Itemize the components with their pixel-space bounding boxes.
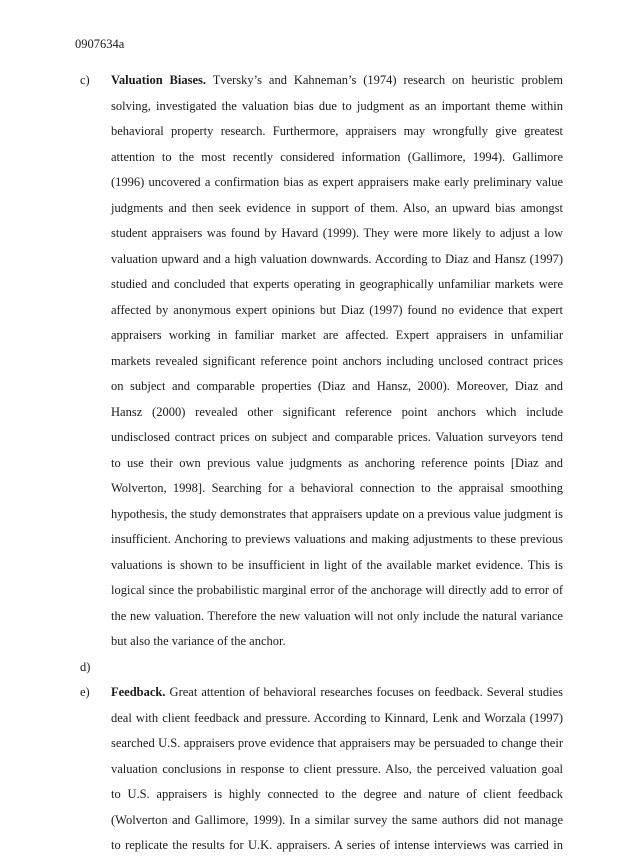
paragraph-line: logical since the probabilistic marginal error of the anchorage will directly add to error of bbox=[111, 583, 563, 597]
paragraph-line: valuations is shown to be insufficient in light of the available market evidence. This is bbox=[111, 557, 563, 572]
paragraph-line: appraisers working in familiar market are affected. Expert appraisers in unfamiliar bbox=[111, 328, 563, 342]
paragraph-line: (Wolverton and Gallimore, 1999). In a similar survey the same authors did not manage bbox=[111, 812, 563, 827]
paragraph-line: to replicate the results for U.K. appraisers. A series of intense interviews was carried in bbox=[111, 838, 563, 852]
paragraph-line: valuation conclusions in response to client pressure. Also, the perceived valuation goal bbox=[111, 761, 563, 776]
paragraph-line: deal with client feedback and pressure. According to Kinnard, Lenk and Worzala (1997) bbox=[111, 710, 563, 725]
paragraph-line: insufficient. Anchoring to previews valuations and making adjustments to these previous bbox=[111, 532, 563, 546]
paragraph-line: (1996) uncovered a confirmation bias as expert appraisers make early preliminary value bbox=[111, 175, 563, 189]
paragraph-line: to use their own previous value judgments as anchoring reference points [Diaz and bbox=[111, 455, 563, 470]
paragraph-line: valuation upward and a high valuation downwards. According to Diaz and Hansz (1997) bbox=[111, 251, 563, 266]
paragraph-line: Hansz (2000) revealed other significant reference point anchors which include bbox=[111, 404, 563, 419]
list-item-d bbox=[0, 655, 638, 681]
paragraph-line: attention to the most recently considered information (Gallimore, 1994). Gallimore bbox=[111, 149, 563, 164]
paragraph-line: searched U.S. appraisers prove evidence that appraisers may be persuaded to change their bbox=[111, 736, 563, 750]
paragraph-line: markets revealed significant reference point anchors including unclosed contract prices bbox=[111, 353, 563, 368]
list-item-e bbox=[0, 680, 638, 859]
paragraph-line: Wolverton, 1998]. Searching for a behavioral connection to the appraisal smoothing bbox=[111, 481, 563, 495]
paragraph-line: student appraisers was found by Havard (1999). They were more likely to adjust a low bbox=[111, 226, 563, 240]
paragraph-line: Valuation Biases. Tversky’s and Kahneman’s (1974) research on heuristic problem bbox=[111, 73, 563, 87]
paragraph-line: studied and concluded that experts operating in geographically unfamiliar markets were bbox=[111, 277, 563, 291]
list-marker: c) bbox=[80, 73, 90, 87]
list-marker: e) bbox=[80, 685, 90, 699]
paragraph-line: to U.S. appraisers is highly connected to the degree and nature of client feedback bbox=[111, 787, 563, 801]
paragraph-line: solving, investigated the valuation bias due to judgment as an important theme within bbox=[111, 98, 563, 113]
paragraph-line: judgments and then seek evidence in support of them. Also, an upward bias amongst bbox=[111, 200, 563, 215]
item-heading: Feedback. bbox=[111, 685, 166, 699]
list-marker: d) bbox=[80, 659, 91, 674]
item-heading: Valuation Biases. bbox=[111, 73, 207, 87]
list-item-c bbox=[0, 68, 638, 655]
paragraph-line: but also the variance of the anchor. bbox=[111, 634, 286, 648]
paragraph-line: behavioral property research. Furthermore, appraisers may wrongfully give greatest bbox=[111, 124, 563, 138]
paragraph-line: on subject and comparable properties (Diaz and Hansz, 2000). Moreover, Diaz and bbox=[111, 379, 563, 393]
paragraph-line: Feedback. Great attention of behavioral researches focuses on feedback. Several studies bbox=[111, 685, 563, 699]
paragraph-line: hypothesis, the study demonstrates that appraisers update on a previous value judgment is bbox=[111, 506, 563, 521]
paragraph-line: the new valuation. Therefore the new valuation will not only include the natural variance bbox=[111, 608, 563, 623]
item-list bbox=[0, 68, 638, 859]
paragraph-line: undisclosed contract prices on subject and comparable prices. Valuation surveyors tend bbox=[111, 430, 563, 444]
document-id: 0907634a bbox=[75, 37, 125, 51]
paragraph-line: affected by anonymous expert opinions but Diaz (1997) found no evidence that expert bbox=[111, 302, 563, 317]
